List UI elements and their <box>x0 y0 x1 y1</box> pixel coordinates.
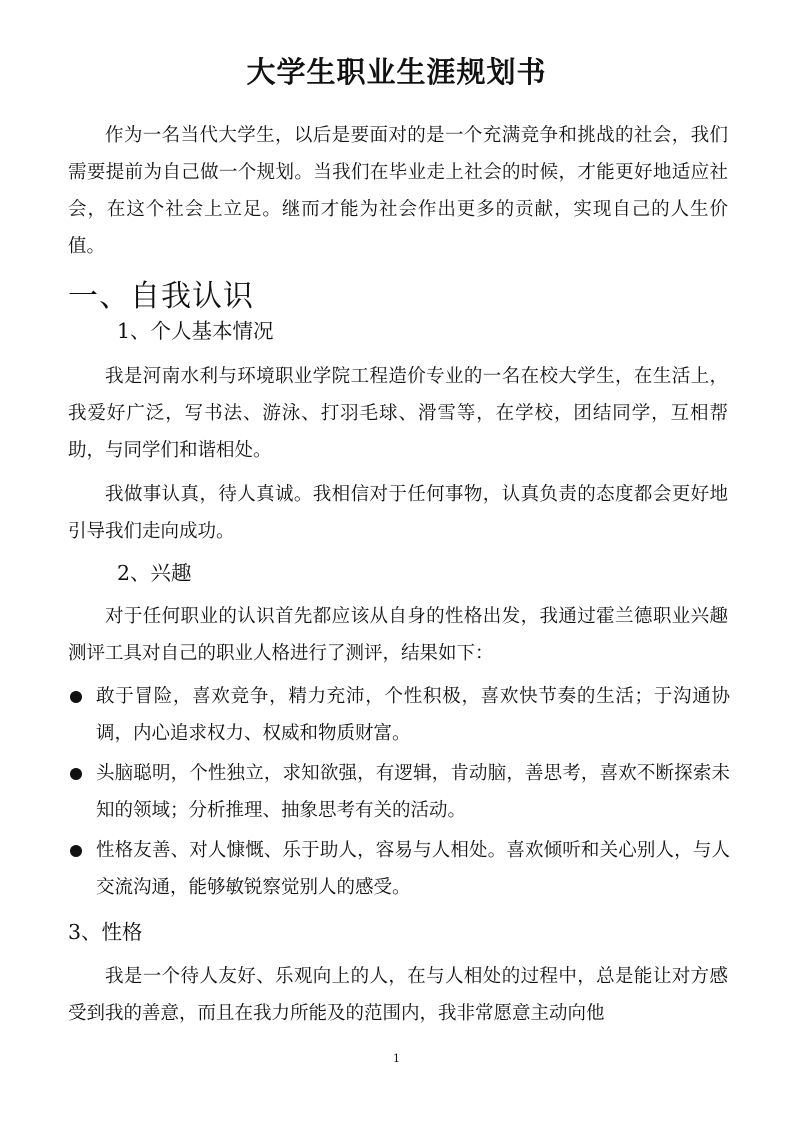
intro-paragraph: 作为一名当代大学生，以后是要面对的是一个充满竞争和挑战的社会，我们需要提前为自己做一个规划。当我们在毕业走上社会的时候，才能更好地适应社会，在这个社会上立足。继而才能为社会作出更多的贡献，实现自己的人生价值。 <box>68 125 728 257</box>
page-number: 1 <box>393 1052 400 1065</box>
bullet-dot-icon <box>70 768 82 780</box>
bullet-dot-icon <box>70 845 82 857</box>
basic-info-paragraph-1: 我是河南水利与环境职业学院工程造价专业的一名在校大学生，在生活上，我爱好广泛，写书法、游泳、打羽毛球、滑雪等，在学校，团结同学，互相帮助，与同学们和谐相处。 <box>68 366 728 461</box>
list-item-text: 敢于冒险，喜欢竞争，精力充沛，个性积极，喜欢快节奏的生活；于沟通协调，内心追求权力、权威和物质财富。 <box>96 686 730 744</box>
personality-paragraph: 我是一个待人友好、乐观向上的人，在与人相处的过程中，总是能让对方感受到我的善意，而且在我力所能及的范围内，我非常愿意主动向他 <box>68 966 728 1024</box>
interests-paragraph: 对于任何职业的认识首先都应该从自身的性格出发，我通过霍兰德职业兴趣测评工具对自己的职业人格进行了测评，结果如下： <box>68 606 728 664</box>
document-title: 大学生职业生涯规划书 <box>246 55 547 89</box>
list-item-text: 性格友善、对人慷慨、乐于助人，容易与人相处。喜欢倾听和关心别人，与人交流沟通，能够敏锐察觉别人的感受。 <box>96 840 730 898</box>
basic-info-paragraph-2: 我做事认真，待人真诚。我相信对于任何事物，认真负责的态度都会更好地引导我们走向成功。 <box>68 484 728 542</box>
subheading-personality: 3、性格 <box>68 920 143 944</box>
subheading-basic-info: 1、个人基本情况 <box>117 319 274 343</box>
subheading-interests: 2、兴趣 <box>117 561 192 585</box>
bullet-dot-icon <box>70 691 82 703</box>
section-heading-self-awareness: 一、自我认识 <box>68 279 254 314</box>
list-item-text: 头脑聪明，个性独立，求知欲强，有逻辑，肯动脑，善思考，喜欢不断探索未知的领域；分析推理、抽象思考有关的活动。 <box>96 763 730 821</box>
